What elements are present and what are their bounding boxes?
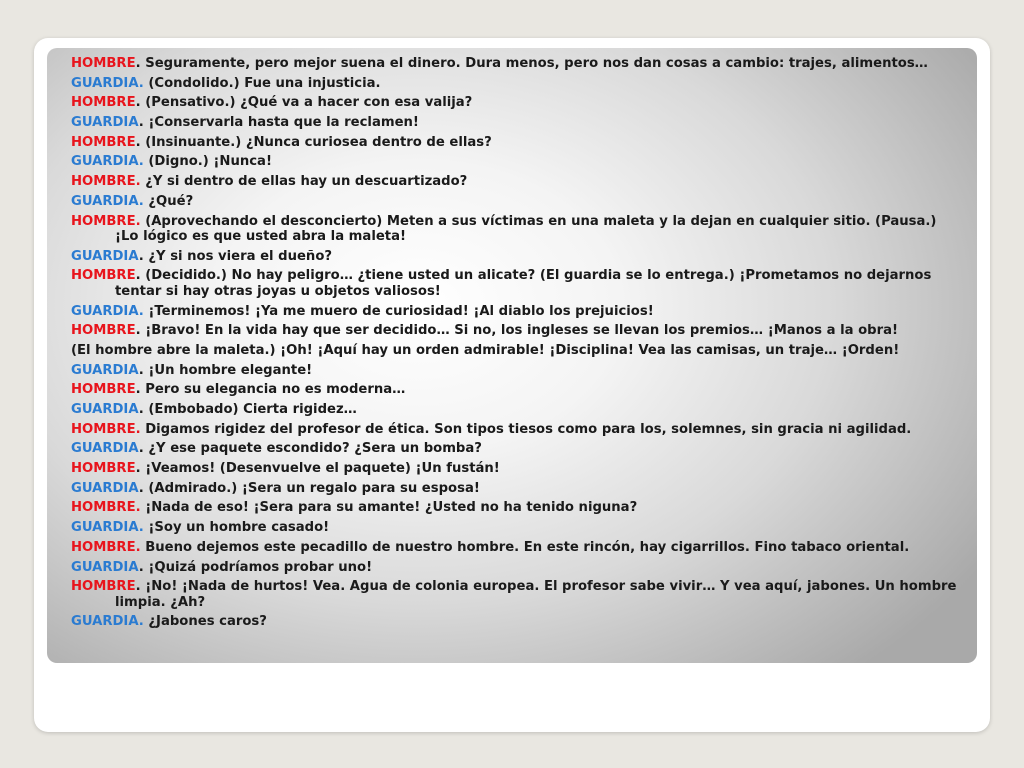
speaker-guardia: GUARDIA. (71, 193, 144, 209)
speaker-separator: . (135, 268, 146, 284)
speaker-hombre: HOMBRE (71, 382, 136, 398)
speaker-hombre: HOMBRE (71, 134, 136, 150)
dialogue-text: (Decidido.) No hay peligro… ¿tiene usted un alicate? (El guardia se lo entrega.) ¡Prometamos no dejarnos tentar si hay otras joyas u objetos valiosos! (115, 268, 932, 299)
speaker-separator: . (135, 323, 146, 339)
dialogue-text: ¿Y si dentro de ellas hay un descuartizado? (145, 174, 468, 190)
dialogue-text: (Admirado.) ¡Sera un regalo para su esposa! (148, 480, 480, 496)
speaker-hombre: HOMBRE (71, 323, 136, 339)
dialogue-line (71, 500, 957, 516)
dialogue-line (71, 481, 957, 497)
speaker-separator: . (138, 248, 149, 264)
dialogue-line (71, 579, 957, 610)
dialogue-text: (Aprovechando el desconcierto) Meten a sus víctimas en una maleta y la dejan en cualquier sitio. (Pausa.) ¡Lo lógico es que usted abra la maleta! (115, 213, 937, 244)
dialogue-line (71, 323, 957, 339)
speaker-separator: . (138, 115, 149, 131)
dialogue-text: Digamos rigidez del profesor de ética. Son tipos tiesos como para los, solemnes, sin gracia ni agilidad. (145, 421, 912, 437)
dialogue-line (71, 268, 957, 299)
dialogue-line (71, 174, 957, 190)
dialogue-text: Seguramente, pero mejor suena el dinero. Dura menos, pero nos dan cosas a cambio: trajes, alimentos… (145, 56, 928, 71)
dialogue-text: ¡Bravo! En la vida hay que ser decidido… Si no, los ingleses se llevan los premios… ¡Manos a la obra! (145, 323, 899, 339)
dialogue-text: (Pensativo.) ¿Qué va a hacer con esa valija? (145, 95, 473, 111)
dialogue-line (71, 441, 957, 457)
dialogue-text: (Digno.) ¡Nunca! (148, 154, 272, 170)
dialogue-line (71, 154, 957, 170)
dialogue-text: ¡Conservarla hasta que la reclamen! (148, 115, 419, 131)
dialogue-text: (Condolido.) Fue una injusticia. (148, 75, 381, 91)
speaker-separator: . (135, 95, 146, 111)
dialogue-line (71, 249, 957, 265)
dialogue-text: ¡Veamos! (Desenvuelve el paquete) ¡Un fustán! (145, 461, 500, 477)
dialogue-text: ¡Soy un hombre casado! (148, 520, 330, 536)
speaker-guardia: GUARDIA. (71, 154, 144, 170)
speaker-guardia: GUARDIA. (71, 303, 144, 319)
speaker-hombre: HOMBRE. (71, 500, 141, 516)
speaker-separator: . (135, 56, 146, 71)
speaker-guardia: GUARDIA (71, 362, 139, 378)
speaker-guardia: GUARDIA (71, 559, 139, 575)
dialogue-line (71, 214, 957, 245)
dialogue-line (71, 614, 957, 630)
speaker-hombre: HOMBRE. (71, 213, 141, 229)
speaker-guardia: GUARDIA (71, 402, 139, 417)
dialogue-text: ¿Y si nos viera el dueño? (148, 248, 333, 264)
dialogue-text: ¡Terminemos! ¡Ya me muero de curiosidad! ¡Al diablo los prejuicios! (148, 303, 654, 319)
speaker-guardia: GUARDIA (71, 115, 139, 131)
dialogue-line (71, 540, 957, 556)
dialogue-text: ¿Jabones caros? (148, 614, 267, 630)
dialogue-line (71, 194, 957, 210)
speaker-separator: . (135, 461, 146, 477)
speaker-hombre: HOMBRE (71, 268, 136, 284)
speaker-separator: . (135, 134, 146, 150)
speaker-guardia: GUARDIA. (71, 614, 144, 630)
speaker-guardia: GUARDIA. (71, 75, 144, 91)
dialogue-line (71, 95, 957, 111)
dialogue-text: Bueno dejemos este pecadillo de nuestro hombre. En este rincón, hay cigarrillos. Fino tabaco oriental. (145, 539, 910, 555)
speaker-separator: . (138, 441, 149, 457)
dialogue-text: ¿Y ese paquete escondido? ¿Sera un bomba? (148, 441, 482, 457)
dialogue-text: ¿Qué? (148, 193, 194, 209)
speaker-separator: . (138, 480, 149, 496)
speaker-guardia: GUARDIA (71, 480, 139, 496)
speaker-guardia: GUARDIA (71, 248, 139, 264)
dialogue-line (71, 363, 957, 379)
dialogue-line (71, 76, 957, 92)
speaker-separator: . (138, 362, 149, 378)
speaker-hombre: HOMBRE (71, 461, 136, 477)
dialogue-line (71, 382, 957, 398)
dialogue-line (71, 56, 957, 72)
dialogue-line (71, 560, 957, 576)
dialogue-text: Pero su elegancia no es moderna… (145, 382, 406, 398)
dialogue-line (71, 135, 957, 151)
speaker-separator: . (135, 382, 146, 398)
speaker-separator: . (138, 402, 149, 417)
dialogue-line (71, 304, 957, 320)
dialogue-text: ¡Quizá podríamos probar uno! (148, 559, 373, 575)
speaker-hombre: HOMBRE (71, 56, 136, 71)
dialogue-line (71, 461, 957, 477)
dialogue-text: ¡Nada de eso! ¡Sera para su amante! ¿Usted no ha tenido niguna? (145, 500, 638, 516)
speaker-hombre: HOMBRE (71, 579, 136, 595)
dialogue-text: ¡Un hombre elegante! (148, 362, 313, 378)
dialogue-line (71, 402, 957, 418)
dialogue-line (71, 422, 957, 438)
speaker-separator: . (138, 559, 149, 575)
speaker-hombre: HOMBRE. (71, 421, 141, 437)
speaker-guardia: GUARDIA (71, 441, 139, 457)
dialogue-text: (Embobado) Cierta rigidez… (148, 402, 357, 417)
speaker-guardia: GUARDIA. (71, 520, 144, 536)
dialogue-line (71, 115, 957, 131)
speaker-hombre: HOMBRE. (71, 539, 141, 555)
speaker-hombre: HOMBRE (71, 95, 136, 111)
dialogue-line (71, 343, 957, 359)
dialogue-panel (47, 48, 977, 663)
dialogue-text: (El hombre abre la maleta.) ¡Oh! ¡Aquí hay un orden admirable! ¡Disciplina! Vea las camisas, un traje… ¡Orden! (71, 342, 900, 358)
dialogue-text: ¡No! ¡Nada de hurtos! Vea. Agua de colonia europea. El profesor sabe vivir… Y vea aquí, jabones. Un hombre limpia. ¿Ah? (115, 579, 957, 610)
dialogue-line (71, 520, 957, 536)
speaker-hombre: HOMBRE. (71, 174, 141, 190)
speaker-separator: . (135, 579, 146, 595)
dialogue-text: (Insinuante.) ¿Nunca curiosea dentro de ellas? (145, 134, 492, 150)
